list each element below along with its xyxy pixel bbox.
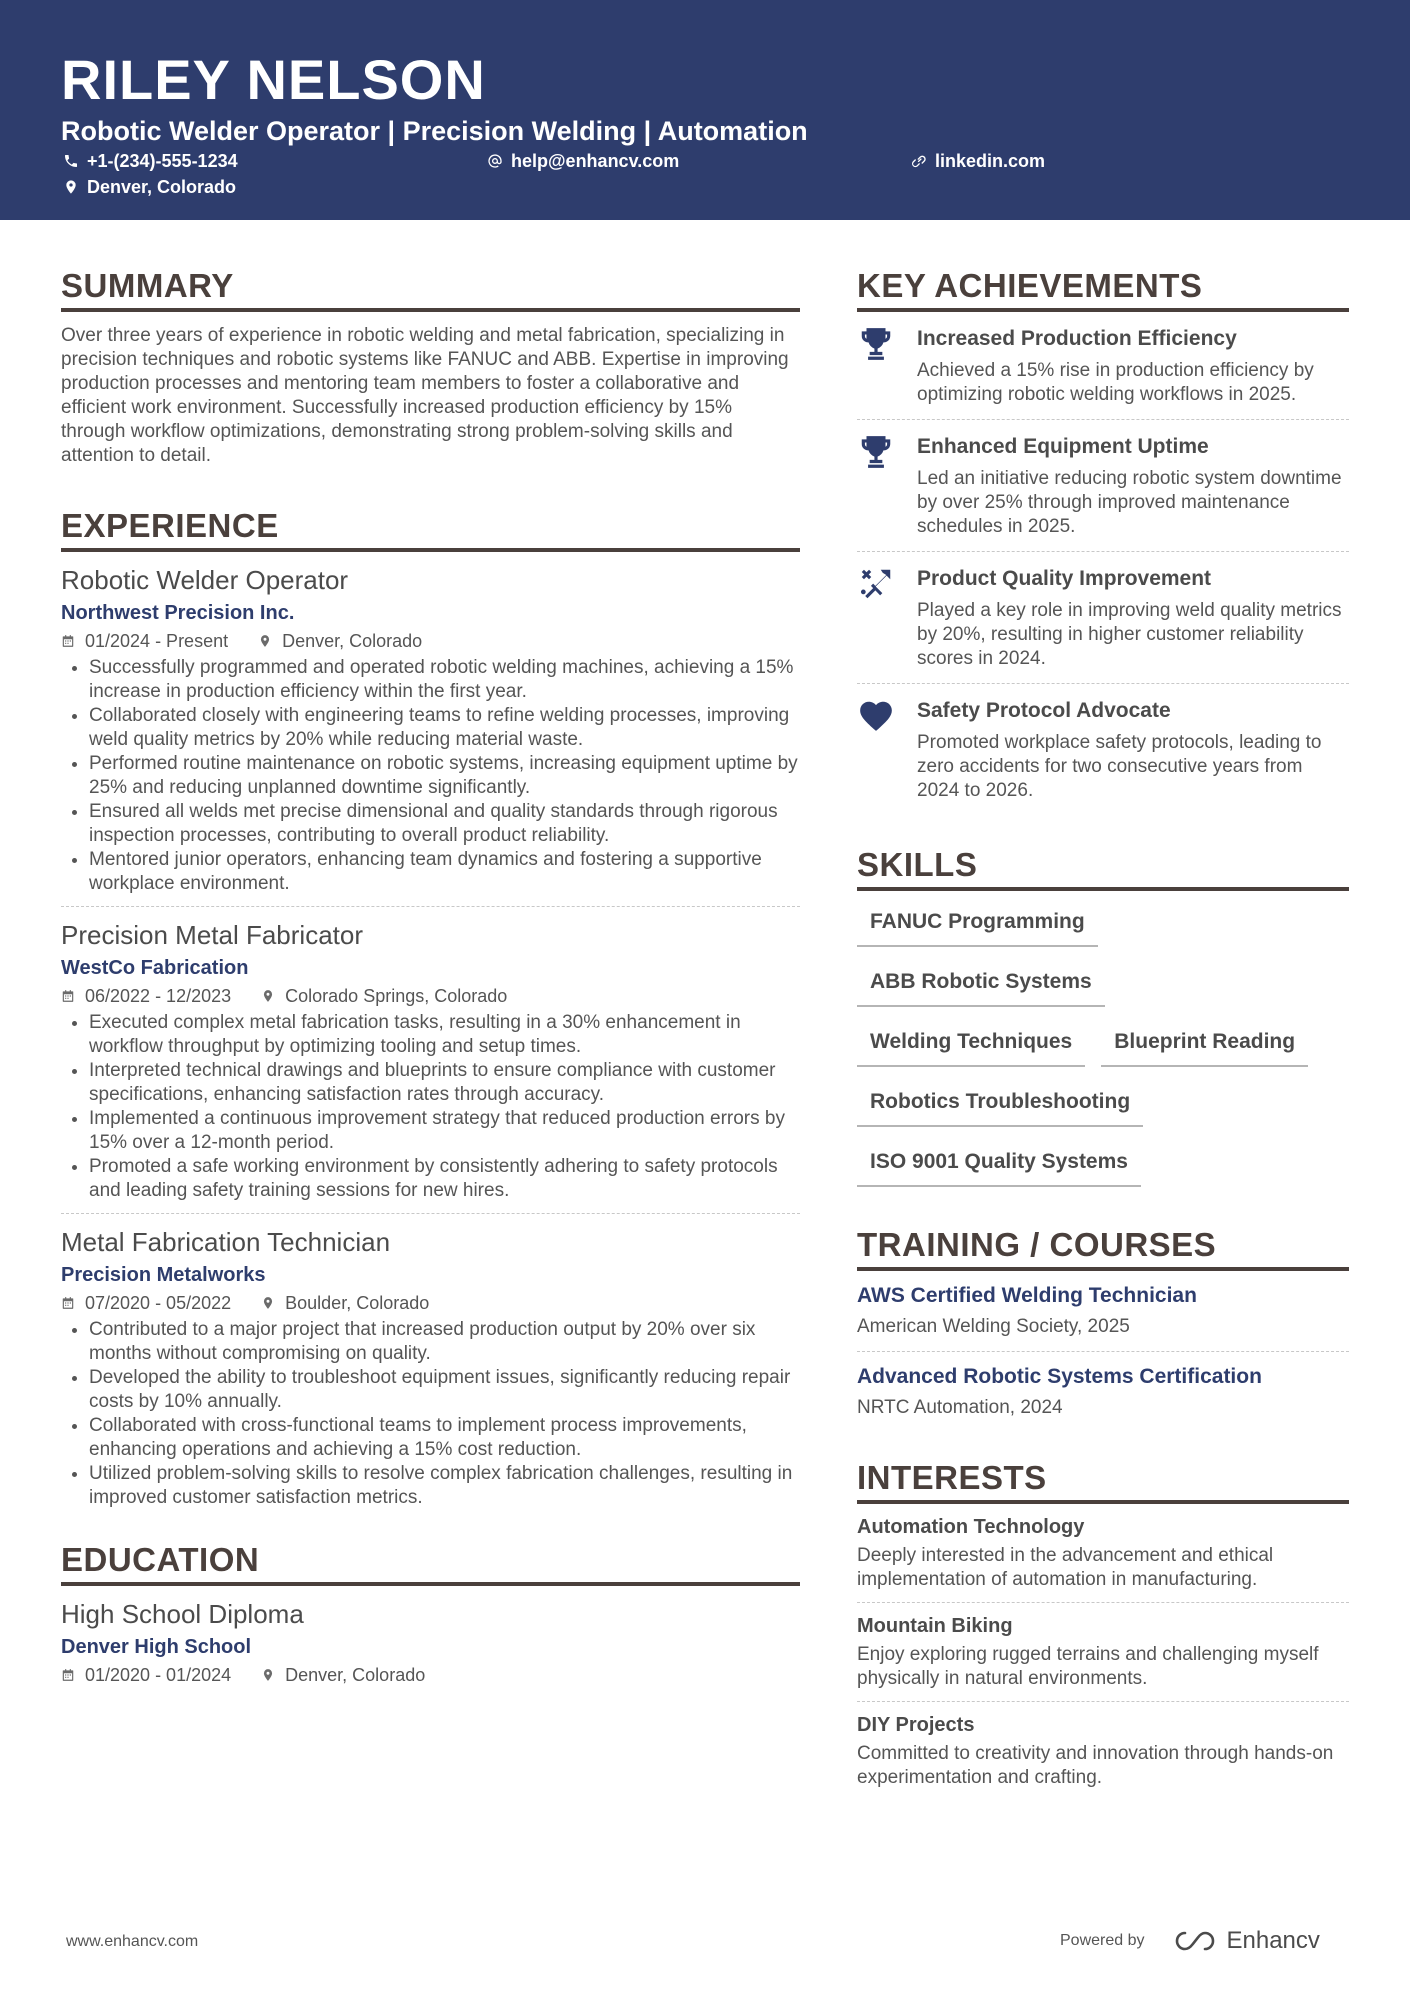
job-title: Metal Fabrication Technician: [61, 1227, 391, 1257]
linkedin-text: linkedin.com: [935, 151, 1046, 171]
company-name: Northwest Precision Inc.: [61, 602, 295, 624]
resume-header: [0, 0, 1410, 220]
achievement-title: Increased Production Efficiency: [917, 327, 1237, 350]
achievement-title: Enhanced Equipment Uptime: [917, 435, 1209, 458]
education-heading: EDUCATION: [61, 1540, 800, 1586]
interest-desc: Deeply interested in the advancement and ethical implementation of automation in manufacturing.: [857, 1545, 1274, 1590]
location-pin-icon: [63, 179, 79, 195]
job-location: [261, 985, 507, 1007]
course-title: Advanced Robotic Systems Certification: [857, 1365, 1262, 1388]
job-meta: [61, 630, 800, 652]
interests-heading: INTERESTS: [857, 1458, 1349, 1504]
strategy-icon: [857, 565, 895, 603]
interest-title: Mountain Biking: [857, 1615, 1013, 1637]
enhancv-logo-icon: [1171, 1928, 1219, 1954]
location-pin-icon: [261, 1296, 275, 1310]
experience-entry: [61, 907, 800, 1214]
phone-text: +1-(234)-555-1234: [87, 151, 238, 171]
interest-desc: Enjoy exploring rugged terrains and challenging myself physically in natural environments.: [857, 1644, 1319, 1689]
achievement-item: [857, 684, 1349, 815]
candidate-name: RILEY NELSON: [61, 48, 486, 111]
job-bullet: • Successfully programmed and operated robotic welding machines, achieving a 15% increase in production efficiency within the first year.: [89, 656, 800, 704]
job-dates: 06/2022 - 12/2023: [85, 986, 232, 1006]
job-bullet: • Collaborated with cross-functional teams to implement process improvements, enhancing operations and achieving a 15% cost reduction.: [89, 1414, 800, 1462]
powered-by-text: Powered by: [1060, 1932, 1145, 1949]
job-bullet: • Implemented a continuous improvement strategy that reduced production errors by 15% over a 12-month period.: [89, 1107, 800, 1155]
brand-name: Enhancv: [1226, 1927, 1320, 1954]
interest-title: DIY Projects: [857, 1714, 975, 1736]
course-provider: American Welding Society, 2025: [857, 1316, 1130, 1337]
left-column: [61, 266, 800, 1696]
footer-website[interactable]: www.enhancv.com: [66, 1933, 199, 1950]
achievement-item: [857, 312, 1349, 420]
footer-branding: [1060, 1927, 1320, 1955]
achievement-item: [857, 552, 1349, 684]
contact-linkedin[interactable]: [911, 150, 1045, 172]
contact-location: [63, 176, 236, 198]
job-bullet: • Contributed to a major project that increased production output by 20% over six months without compromising on quality.: [89, 1318, 800, 1366]
job-bullets: [61, 1011, 800, 1203]
job-bullet: • Mentored junior operators, enhancing team dynamics and fostering a supportive workplace environment.: [89, 848, 800, 896]
achievement-item: [857, 420, 1349, 552]
job-bullets: [61, 1318, 800, 1510]
skill-tag: ABB Robotic Systems: [857, 963, 1105, 1007]
job-bullet: • Executed complex metal fabrication tasks, resulting in a 30% enhancement in workflow throughput by optimizing tooling and setup times.: [89, 1011, 800, 1059]
job-bullet: • Performed routine maintenance on robotic systems, increasing equipment uptime by 25% and reducing unplanned downtime significantly.: [89, 752, 800, 800]
at-icon: [487, 153, 503, 169]
course-provider: NRTC Automation, 2024: [857, 1397, 1063, 1418]
experience-entry: [61, 1214, 800, 1520]
location-pin-icon: [261, 989, 275, 1003]
location-pin-icon: [261, 1668, 275, 1682]
link-icon: [911, 153, 927, 169]
job-bullet: • Collaborated closely with engineering teams to refine welding processes, improving weld quality metrics by 20% while reducing material waste.: [89, 704, 800, 752]
achievement-title: Safety Protocol Advocate: [917, 699, 1171, 722]
job-location: [261, 1292, 429, 1314]
course-title: AWS Certified Welding Technician: [857, 1284, 1197, 1307]
trophy-icon: [857, 325, 895, 363]
course-item: [857, 1271, 1349, 1352]
experience-entry: [61, 552, 800, 907]
company-name: WestCo Fabrication: [61, 957, 249, 979]
course-item: [857, 1352, 1349, 1432]
candidate-headline: Robotic Welder Operator | Precision Welding | Automation: [61, 116, 808, 146]
summary-heading: SUMMARY: [61, 266, 800, 312]
calendar-icon: [61, 634, 75, 648]
calendar-icon: [61, 1668, 75, 1682]
summary-text: Over three years of experience in robotic welding and metal fabrication, specializing in precision techniques and robotic systems like FANUC and ABB. Expertise in improving production processes and mentoring team members to foster a collaborative and efficient work environment. Successfully increased production efficiency by 15% through workflow optimizations, demonstrating strong problem-solving skills and attention to detail.: [61, 325, 789, 466]
location-pin-icon: [258, 634, 272, 648]
heart-icon: [857, 697, 895, 735]
interest-item: [857, 1504, 1349, 1603]
skill-tag: Robotics Troubleshooting: [857, 1083, 1143, 1127]
education-meta: [61, 1664, 800, 1686]
job-bullet: • Ensured all welds met precise dimensional and quality standards through rigorous inspection processes, contributing to overall product reliability.: [89, 800, 800, 848]
skill-tag: FANUC Programming: [857, 903, 1098, 947]
job-title: Robotic Welder Operator: [61, 565, 349, 595]
location-text: Denver, Colorado: [87, 177, 237, 197]
experience-heading: EXPERIENCE: [61, 506, 800, 552]
job-bullet: • Utilized problem-solving skills to resolve complex fabrication challenges, resulting in improved customer satisfaction metrics.: [89, 1462, 800, 1510]
achievement-desc: Promoted workplace safety protocols, leading to zero accidents for two consecutive years from 2024 to 2026.: [917, 732, 1322, 801]
job-dates: 07/2020 - 05/2022: [85, 1293, 232, 1313]
school-name: Denver High School: [61, 1636, 252, 1658]
trophy-icon: [857, 433, 895, 471]
job-bullet: • Promoted a safe working environment by consistently adhering to safety protocols and leading safety training sessions for new hires.: [89, 1155, 800, 1203]
interest-desc: Committed to creativity and innovation through hands-on experimentation and crafting.: [857, 1743, 1334, 1788]
interest-item: [857, 1702, 1349, 1800]
right-column: [857, 266, 1349, 1800]
company-name: Precision Metalworks: [61, 1264, 266, 1286]
job-location-text: Boulder, Colorado: [285, 1293, 430, 1313]
calendar-icon: [61, 989, 75, 1003]
job-bullet: • Interpreted technical drawings and blueprints to ensure compliance with customer specifications, enhancing satisfaction rates through accuracy.: [89, 1059, 800, 1107]
job-meta: [61, 1292, 800, 1314]
job-location: [258, 630, 422, 652]
skills-heading: SKILLS: [857, 845, 1349, 891]
degree-title: High School Diploma: [61, 1599, 304, 1629]
skill-tag: Blueprint Reading: [1101, 1023, 1308, 1067]
interest-item: [857, 1603, 1349, 1702]
skill-tag: Welding Techniques: [857, 1023, 1085, 1067]
education-location-text: Denver, Colorado: [285, 1665, 426, 1685]
enhancv-logo[interactable]: [1171, 1927, 1320, 1955]
calendar-icon: [61, 1296, 75, 1310]
skills-list: [857, 903, 1349, 1203]
job-location-text: Denver, Colorado: [282, 631, 423, 651]
contact-email[interactable]: [487, 150, 679, 172]
job-bullet: • Developed the ability to troubleshoot equipment issues, significantly reducing repair costs by 10% annually.: [89, 1366, 800, 1414]
achievements-heading: KEY ACHIEVEMENTS: [857, 266, 1349, 312]
skill-tag: ISO 9001 Quality Systems: [857, 1143, 1141, 1187]
phone-icon: [63, 153, 79, 169]
achievement-desc: Played a key role in improving weld quality metrics by 20%, resulting in higher customer reliability scores in 2024.: [917, 600, 1342, 669]
email-text: help@enhancv.com: [511, 151, 680, 171]
education-entry: [61, 1586, 800, 1696]
job-bullets: [61, 656, 800, 896]
job-dates: 01/2024 - Present: [85, 631, 229, 651]
achievement-desc: Led an initiative reducing robotic system downtime by over 25% through improved maintenance schedules in 2025.: [917, 468, 1342, 537]
job-meta: [61, 985, 800, 1007]
contact-phone: [63, 150, 238, 172]
job-title: Precision Metal Fabricator: [61, 920, 363, 950]
achievement-title: Product Quality Improvement: [917, 567, 1212, 590]
job-location-text: Colorado Springs, Colorado: [285, 986, 508, 1006]
achievement-desc: Achieved a 15% rise in production efficiency by optimizing robotic welding workflows in 2025.: [917, 360, 1314, 405]
training-heading: TRAINING / COURSES: [857, 1225, 1349, 1271]
education-location: [261, 1664, 425, 1686]
interest-title: Automation Technology: [857, 1516, 1085, 1538]
education-dates: 01/2020 - 01/2024: [85, 1665, 232, 1685]
